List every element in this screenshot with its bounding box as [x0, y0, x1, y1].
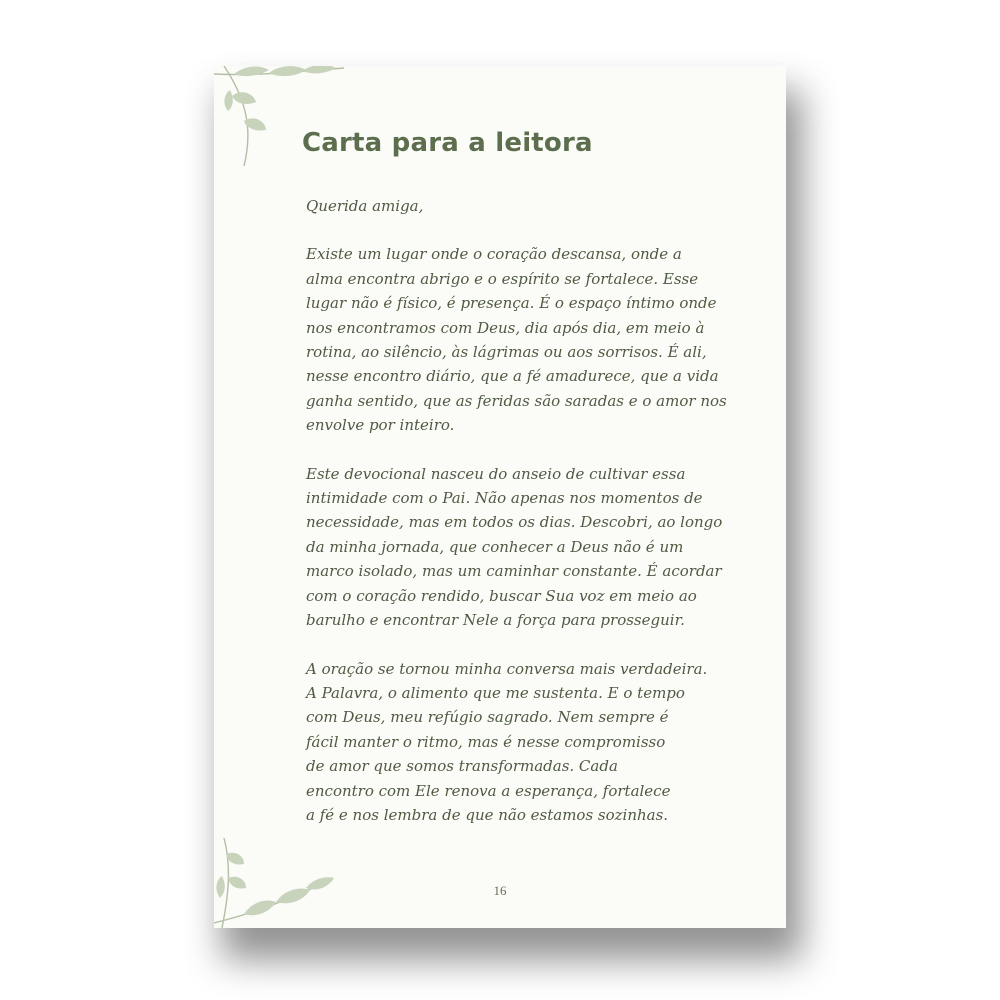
- text-line: de amor que somos transformadas. Cada: [306, 757, 618, 776]
- text-line: com Deus, meu refúgio sagrado. Nem sempre é: [306, 708, 669, 727]
- text-line: Existe um lugar onde o coração descansa, onde a: [306, 245, 682, 264]
- text-line: a fé e nos lembra de que não estamos sozinhas.: [306, 805, 669, 824]
- text-line: necessidade, mas em todos os dias. Descobri, ao longo: [306, 513, 723, 532]
- text-line: fácil manter o ritmo, mas é nesse compromisso: [306, 732, 666, 751]
- paragraph-3: [306, 657, 746, 828]
- salutation: [306, 194, 746, 218]
- text-line: alma encontra abrigo e o espírito se fortalece. Esse: [306, 269, 699, 288]
- page-number: 16: [493, 883, 507, 898]
- text-line: rotina, ao silêncio, às lágrimas ou aos sorrisos. É ali,: [306, 343, 707, 362]
- text-line: nos encontramos com Deus, dia após dia, em meio à: [306, 318, 705, 337]
- text-line: Querida amiga,: [306, 197, 424, 215]
- text-line: da minha jornada, que conhecer a Deus não é um: [306, 537, 684, 556]
- text-line: envolve por inteiro.: [306, 416, 455, 435]
- text-line: nesse encontro diário, que a fé amadurece, que a vida: [306, 367, 719, 386]
- book-page: [214, 66, 786, 928]
- paragraph-1: [306, 242, 746, 437]
- page-title: Carta para a leitora: [302, 128, 593, 158]
- text-line: A oração se tornou minha conversa mais verdadeira.: [306, 659, 708, 678]
- text-line: Este devocional nasceu do anseio de cultivar essa: [306, 464, 686, 483]
- text-line: lugar não é físico, é presença. É o espaço íntimo onde: [306, 294, 717, 313]
- text-line: marco isolado, mas um caminhar constante. É acordar: [306, 562, 722, 581]
- text-line: A Palavra, o alimento que me sustenta. E o tempo: [306, 683, 685, 702]
- paragraph-2: [306, 462, 746, 633]
- text-line: intimidade com o Pai. Não apenas nos momentos de: [306, 489, 703, 508]
- text-line: com o coração rendido, buscar Sua voz em meio ao: [306, 586, 697, 605]
- text-line: barulho e encontrar Nele a força para prosseguir.: [306, 611, 685, 630]
- text-line: ganha sentido, que as feridas são saradas e o amor nos: [306, 391, 727, 410]
- text-line: encontro com Ele renova a esperança, fortalece: [306, 781, 671, 800]
- letter-body: [306, 194, 746, 851]
